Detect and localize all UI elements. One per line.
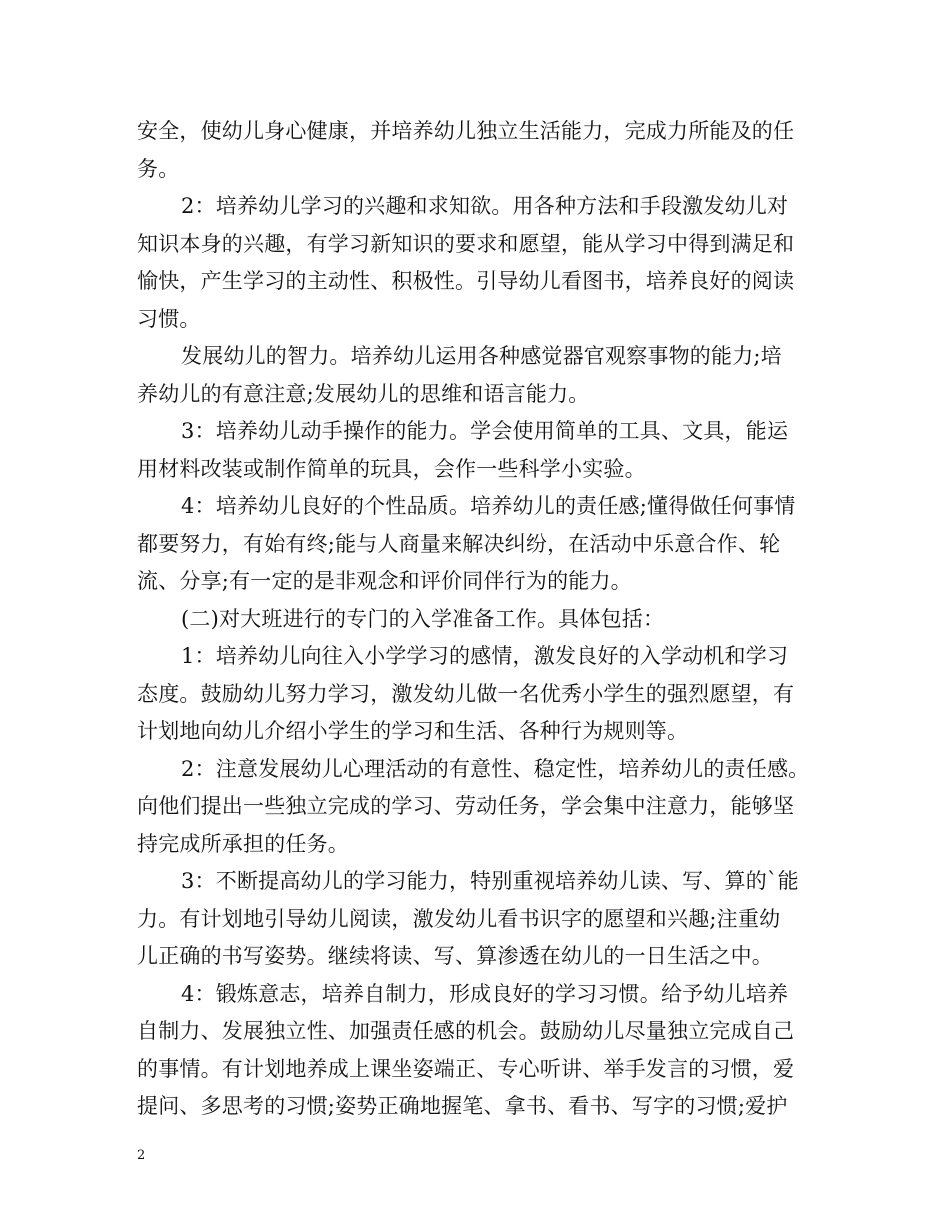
- text-line: 力。有计划地引导幼儿阅读，激发幼儿看书识字的愿望和兴趣;注重幼: [137, 906, 781, 931]
- text-line: 1：培养幼儿向往入小学学习的感情，激发良好的入学动机和学习: [181, 644, 789, 668]
- text-line: 发展幼儿的智力。培养幼儿运用各种感觉器官观察事物的能力;培: [181, 344, 782, 368]
- text-line: 计划地向幼儿介绍小学生的学习和生活、各种行为规则等。: [137, 719, 689, 743]
- text-line: 流、分享;有一定的是非观念和评价同伴行为的能力。: [137, 569, 632, 593]
- text-line: 儿正确的书写姿势。继续将读、写、算渗透在幼儿的一日生活之中。: [137, 944, 773, 968]
- text-line: 态度。鼓励幼儿努力学习，激发幼儿做一名优秀小学生的强烈愿望，有: [137, 681, 795, 706]
- text-line: 知识本身的兴趣，有学习新知识的要求和愿望，能从学习中得到满足和: [137, 231, 795, 256]
- text-line: 务。: [137, 156, 180, 181]
- text-line: 持完成所承担的任务。: [137, 831, 349, 856]
- body-text: [137, 113, 827, 1126]
- text-line: 习惯。: [137, 306, 201, 331]
- text-line: 用材料改装或制作简单的玩具，会作一些科学小实验。: [137, 456, 646, 481]
- section-heading: (二)对大班进行的专门的入学准备工作。具体包括：: [181, 606, 665, 631]
- text-line: 提问、多思考的习惯;姿势正确地握笔、拿书、看书、写字的习惯;爱护: [137, 1094, 788, 1118]
- text-line: 都要努力，有始有终;能与人商量来解决纠纷，在活动中乐意合作、轮: [137, 531, 781, 556]
- text-line: 4：培养幼儿良好的个性品质。培养幼儿的责任感;懂得做任何事情: [181, 494, 796, 518]
- text-line: 3：培养幼儿动手操作的能力。学会使用简单的工具、文具，能运: [181, 419, 789, 443]
- text-line: 3：不断提高幼儿的学习能力，特别重视培养幼儿读、写、算的`能: [181, 869, 799, 893]
- page-number: 2: [137, 1148, 146, 1163]
- text-line: 养幼儿的有意注意;发展幼儿的思维和语言能力。: [137, 381, 590, 406]
- text-line: 的事情。有计划地养成上课坐姿端正、专心听讲、举手发言的习惯，爱: [137, 1056, 795, 1081]
- text-line: 安全，使幼儿身心健康，并培养幼儿独立生活能力，完成力所能及的任: [137, 119, 795, 143]
- text-line: 自制力、发展独立性、加强责任感的机会。鼓励幼儿尽量独立完成自己: [137, 1019, 795, 1043]
- text-line: 向他们提出一些独立完成的学习、劳动任务，学会集中注意力，能够坚: [137, 794, 795, 818]
- text-line: 愉快，产生学习的主动性、积极性。引导幼儿看图书，培养良好的阅读: [137, 269, 795, 293]
- text-line: 2：培养幼儿学习的兴趣和求知欲。用各种方法和手段激发幼儿对: [181, 194, 789, 218]
- text-line: 2：注意发展幼儿心理活动的有意性、稳定性，培养幼儿的责任感。: [181, 756, 810, 781]
- text-line: 4：锻炼意志，培养自制力，形成良好的学习习惯。给予幼儿培养: [181, 981, 789, 1006]
